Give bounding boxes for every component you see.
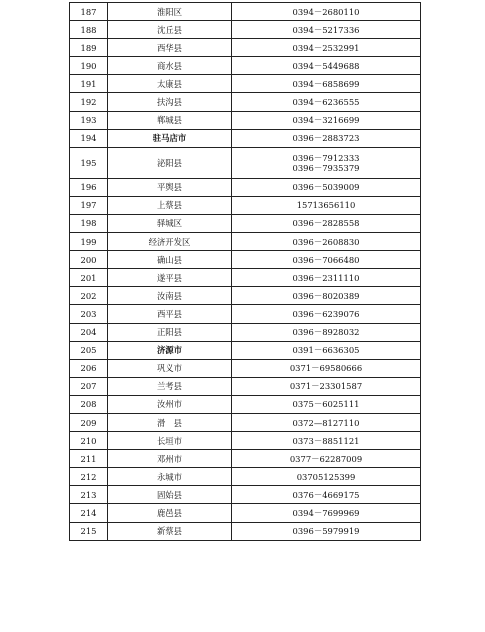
row-number: 198 [70,214,108,232]
table-row [70,75,421,93]
row-number: 187 [70,3,108,21]
row-number: 210 [70,432,108,450]
phone-number: 0371－23301587 [289,381,363,392]
area-name: 平舆县 [108,178,232,196]
phone-cell [232,305,421,323]
phone-number: 0394－6858699 [292,78,360,89]
area-name: 郸城县 [108,111,232,129]
phone-cell [232,129,421,147]
row-number: 196 [70,178,108,196]
phone-number: 0394－3216699 [292,115,360,126]
phone-number: 0372—8127110 [292,417,360,428]
table-row [70,377,421,395]
phone-number: 0394－6236555 [292,97,360,108]
row-number: 194 [70,129,108,147]
city-name: 驻马店市 [108,129,232,147]
phone-cell [232,233,421,251]
row-number: 193 [70,111,108,129]
row-number: 192 [70,93,108,111]
phone-cell [232,432,421,450]
phone-cell [232,269,421,287]
area-name: 鹿邑县 [108,504,232,522]
phone-cell [232,3,421,21]
phone-number: 0394－2680110 [292,6,360,17]
phone-cell [232,57,421,75]
phone-number: 0396－8928032 [292,327,360,338]
phone-number: 0394－7699969 [292,507,360,518]
phone-number: 03705125399 [296,471,356,482]
row-number: 191 [70,75,108,93]
area-name: 西华县 [108,39,232,57]
area-name: 邓州市 [108,450,232,468]
row-number: 189 [70,39,108,57]
row-number: 202 [70,287,108,305]
contacts-table [69,2,421,541]
area-name: 驿城区 [108,214,232,232]
row-number: 212 [70,468,108,486]
phone-number: 0377－62287009 [289,453,363,464]
table-row [70,21,421,39]
row-number: 209 [70,413,108,431]
table-row [70,147,421,178]
row-number: 199 [70,233,108,251]
phone-cell [232,377,421,395]
table-row [70,305,421,323]
phone-cell [232,214,421,232]
phone-cell [232,39,421,57]
phone-cell [232,287,421,305]
city-name: 济源市 [108,341,232,359]
phone-number: 0394－5449688 [292,60,360,71]
area-name: 固始县 [108,486,232,504]
row-number: 190 [70,57,108,75]
row-number: 195 [70,147,108,178]
row-number: 203 [70,305,108,323]
phone-number: 0396－6239076 [292,308,360,319]
table-row [70,504,421,522]
phone-number: 15713656110 [296,200,356,211]
phone-cell [232,178,421,196]
phone-cell [232,21,421,39]
table-row [70,129,421,147]
phone-cell [232,486,421,504]
row-number: 197 [70,196,108,214]
phone-cell [232,450,421,468]
phone-number: 0396－2883723 [292,133,360,144]
phone-cell [232,395,421,413]
row-number: 188 [70,21,108,39]
table-row [70,450,421,468]
phone-number: 0396－5039009 [292,182,360,193]
phone-cell [232,413,421,431]
table-row [70,522,421,540]
row-number: 208 [70,395,108,413]
row-number: 214 [70,504,108,522]
area-name: 滑 县 [108,413,232,431]
phone-cell [232,504,421,522]
table-row [70,413,421,431]
area-name: 扶沟县 [108,93,232,111]
row-number: 201 [70,269,108,287]
phone-cell [232,468,421,486]
table-row [70,486,421,504]
area-name: 上蔡县 [108,196,232,214]
table-row [70,3,421,21]
phone-number: 0396－7935379 [292,162,360,173]
row-number: 207 [70,377,108,395]
area-name: 汝南县 [108,287,232,305]
area-name: 沈丘县 [108,21,232,39]
table-row [70,269,421,287]
area-name: 新蔡县 [108,522,232,540]
table-row [70,468,421,486]
phone-number: 0396－7912333 [292,152,360,163]
area-name: 汝州市 [108,395,232,413]
phone-number: 0371－69580666 [289,363,363,374]
contacts-table-body [70,3,421,541]
table-row [70,196,421,214]
area-name: 正阳县 [108,323,232,341]
phone-number: 0373－8851121 [292,435,360,446]
table-row [70,214,421,232]
table-row [70,251,421,269]
phone-number: 0396－8020389 [292,290,360,301]
area-name: 太康县 [108,75,232,93]
table-row [70,178,421,196]
table-row [70,341,421,359]
area-name: 永城市 [108,468,232,486]
area-name: 商水县 [108,57,232,75]
row-number: 211 [70,450,108,468]
area-name: 兰考县 [108,377,232,395]
table-row [70,432,421,450]
area-name: 淮阳区 [108,3,232,21]
area-name: 确山县 [108,251,232,269]
phone-number: 0396－7066480 [292,254,360,265]
row-number: 215 [70,522,108,540]
table-row [70,233,421,251]
phone-cell [232,323,421,341]
table-row [70,323,421,341]
table-row [70,359,421,377]
phone-cell [232,111,421,129]
row-number: 206 [70,359,108,377]
phone-cell [232,251,421,269]
phone-number: 0375－6025111 [292,399,360,410]
row-number: 205 [70,341,108,359]
area-name: 经济开发区 [108,233,232,251]
area-name: 遂平县 [108,269,232,287]
phone-number: 0394－2532991 [292,42,360,53]
phone-number: 0396－2828558 [292,218,360,229]
phone-number: 0396－2311110 [292,272,360,283]
table-row [70,111,421,129]
phone-number: 0394－5217336 [292,24,360,35]
table-row [70,57,421,75]
row-number: 213 [70,486,108,504]
area-name: 泌阳县 [108,147,232,178]
phone-cell [232,147,421,178]
phone-cell [232,75,421,93]
phone-number: 0396－2608830 [292,236,360,247]
table-row [70,395,421,413]
phone-cell [232,359,421,377]
table-row [70,287,421,305]
phone-cell [232,341,421,359]
table-row [70,39,421,57]
area-name: 西平县 [108,305,232,323]
area-name: 巩义市 [108,359,232,377]
area-name: 长垣市 [108,432,232,450]
phone-number: 0391－6636305 [292,345,360,356]
phone-cell [232,522,421,540]
phone-number: 0396－5979919 [292,526,360,537]
table-row [70,93,421,111]
phone-cell [232,93,421,111]
phone-cell [232,196,421,214]
phone-number: 0376－4669175 [292,489,360,500]
row-number: 204 [70,323,108,341]
row-number: 200 [70,251,108,269]
